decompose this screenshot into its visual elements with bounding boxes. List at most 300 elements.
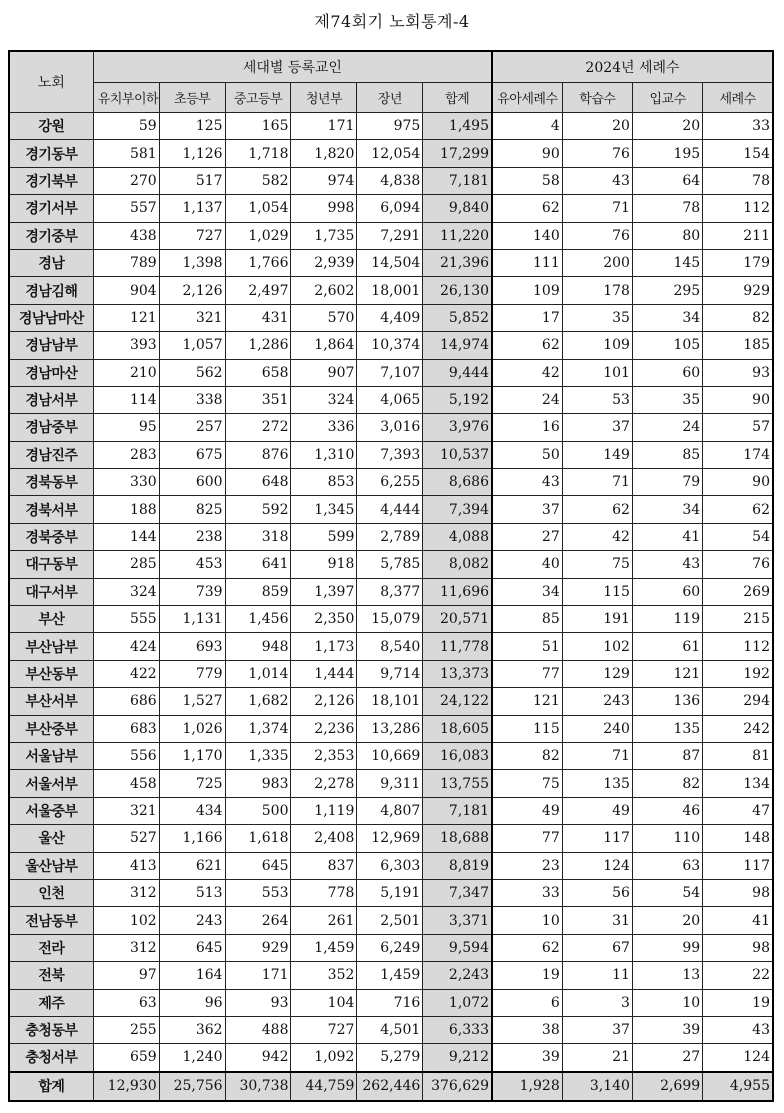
value-cell: 621 bbox=[159, 852, 225, 879]
sum-cell: 9,594 bbox=[423, 934, 492, 961]
value-cell: 555 bbox=[93, 606, 159, 633]
value-cell: 1,170 bbox=[159, 742, 225, 769]
registered-members-group-header: 세대별 등록교인 bbox=[93, 51, 492, 83]
value-cell: 25,756 bbox=[159, 1072, 225, 1101]
value-cell: 243 bbox=[562, 688, 632, 715]
value-cell: 19 bbox=[492, 962, 562, 989]
region-name: 제주 bbox=[9, 989, 93, 1016]
value-cell: 97 bbox=[93, 962, 159, 989]
value-cell: 853 bbox=[291, 469, 357, 496]
value-cell: 312 bbox=[93, 879, 159, 906]
value-cell: 570 bbox=[291, 304, 357, 331]
column-header: 유치부이하 bbox=[93, 83, 159, 113]
region-column-header: 노회 bbox=[9, 51, 93, 113]
value-cell: 57 bbox=[703, 414, 773, 441]
value-cell: 79 bbox=[632, 469, 702, 496]
value-cell: 500 bbox=[225, 797, 291, 824]
region-name: 울산 bbox=[9, 825, 93, 852]
region-name: 경북서부 bbox=[9, 496, 93, 523]
value-cell: 30,738 bbox=[225, 1072, 291, 1101]
value-cell: 727 bbox=[291, 1016, 357, 1043]
sum-cell: 7,347 bbox=[423, 879, 492, 906]
region-name: 전라 bbox=[9, 934, 93, 961]
value-cell: 324 bbox=[93, 578, 159, 605]
region-name: 부산서부 bbox=[9, 688, 93, 715]
value-cell: 4,444 bbox=[357, 496, 423, 523]
value-cell: 240 bbox=[562, 715, 632, 742]
value-cell: 62 bbox=[492, 332, 562, 359]
value-cell: 261 bbox=[291, 907, 357, 934]
region-name: 경남중부 bbox=[9, 414, 93, 441]
value-cell: 110 bbox=[632, 825, 702, 852]
value-cell: 1,126 bbox=[159, 140, 225, 167]
value-cell: 62 bbox=[703, 496, 773, 523]
value-cell: 2,602 bbox=[291, 277, 357, 304]
value-cell: 4,501 bbox=[357, 1016, 423, 1043]
value-cell: 192 bbox=[703, 660, 773, 687]
value-cell: 2,350 bbox=[291, 606, 357, 633]
value-cell: 1,864 bbox=[291, 332, 357, 359]
value-cell: 49 bbox=[562, 797, 632, 824]
region-name: 경남김해 bbox=[9, 277, 93, 304]
value-cell: 413 bbox=[93, 852, 159, 879]
value-cell: 82 bbox=[492, 742, 562, 769]
region-name: 전북 bbox=[9, 962, 93, 989]
column-header: 청년부 bbox=[291, 83, 357, 113]
value-cell: 983 bbox=[225, 770, 291, 797]
value-cell: 255 bbox=[93, 1016, 159, 1043]
value-cell: 58 bbox=[492, 167, 562, 194]
value-cell: 99 bbox=[632, 934, 702, 961]
value-cell: 283 bbox=[93, 441, 159, 468]
sum-cell: 376,629 bbox=[423, 1072, 492, 1101]
value-cell: 1,735 bbox=[291, 222, 357, 249]
value-cell: 2,939 bbox=[291, 249, 357, 276]
value-cell: 242 bbox=[703, 715, 773, 742]
sum-cell: 8,819 bbox=[423, 852, 492, 879]
value-cell: 63 bbox=[632, 852, 702, 879]
value-cell: 600 bbox=[159, 469, 225, 496]
value-cell: 35 bbox=[632, 386, 702, 413]
value-cell: 513 bbox=[159, 879, 225, 906]
value-cell: 675 bbox=[159, 441, 225, 468]
value-cell: 78 bbox=[703, 167, 773, 194]
sum-cell: 21,396 bbox=[423, 249, 492, 276]
value-cell: 188 bbox=[93, 496, 159, 523]
value-cell: 154 bbox=[703, 140, 773, 167]
value-cell: 16 bbox=[492, 414, 562, 441]
value-cell: 64 bbox=[632, 167, 702, 194]
value-cell: 34 bbox=[632, 496, 702, 523]
table-row bbox=[9, 441, 773, 468]
value-cell: 27 bbox=[632, 1044, 702, 1072]
value-cell: 50 bbox=[492, 441, 562, 468]
value-cell: 39 bbox=[632, 1016, 702, 1043]
region-name: 경기북부 bbox=[9, 167, 93, 194]
value-cell: 24 bbox=[492, 386, 562, 413]
value-cell: 739 bbox=[159, 578, 225, 605]
table-row bbox=[9, 660, 773, 687]
value-cell: 12,054 bbox=[357, 140, 423, 167]
value-cell: 1,459 bbox=[357, 962, 423, 989]
value-cell: 2,699 bbox=[632, 1072, 702, 1101]
sum-cell: 9,444 bbox=[423, 359, 492, 386]
region-name: 경기동부 bbox=[9, 140, 93, 167]
value-cell: 71 bbox=[562, 742, 632, 769]
column-header: 입교수 bbox=[632, 83, 702, 113]
value-cell: 43 bbox=[562, 167, 632, 194]
value-cell: 62 bbox=[562, 496, 632, 523]
value-cell: 85 bbox=[492, 606, 562, 633]
sum-cell: 11,696 bbox=[423, 578, 492, 605]
value-cell: 129 bbox=[562, 660, 632, 687]
value-cell: 562 bbox=[159, 359, 225, 386]
table-row bbox=[9, 195, 773, 222]
value-cell: 109 bbox=[492, 277, 562, 304]
value-cell: 185 bbox=[703, 332, 773, 359]
value-cell: 272 bbox=[225, 414, 291, 441]
table-row bbox=[9, 989, 773, 1016]
value-cell: 78 bbox=[632, 195, 702, 222]
region-name: 서울남부 bbox=[9, 742, 93, 769]
table-row bbox=[9, 1016, 773, 1043]
value-cell: 4 bbox=[492, 113, 562, 140]
sum-cell: 1,072 bbox=[423, 989, 492, 1016]
value-cell: 34 bbox=[492, 578, 562, 605]
value-cell: 683 bbox=[93, 715, 159, 742]
sum-cell: 11,220 bbox=[423, 222, 492, 249]
value-cell: 556 bbox=[93, 742, 159, 769]
region-name: 서울서부 bbox=[9, 770, 93, 797]
table-row bbox=[9, 578, 773, 605]
value-cell: 125 bbox=[159, 113, 225, 140]
table-row bbox=[9, 469, 773, 496]
value-cell: 90 bbox=[703, 469, 773, 496]
sum-cell: 7,394 bbox=[423, 496, 492, 523]
value-cell: 121 bbox=[632, 660, 702, 687]
value-cell: 257 bbox=[159, 414, 225, 441]
value-cell: 12,969 bbox=[357, 825, 423, 852]
value-cell: 135 bbox=[562, 770, 632, 797]
value-cell: 82 bbox=[703, 304, 773, 331]
value-cell: 1,014 bbox=[225, 660, 291, 687]
value-cell: 1,444 bbox=[291, 660, 357, 687]
table-row bbox=[9, 113, 773, 140]
value-cell: 102 bbox=[93, 907, 159, 934]
value-cell: 140 bbox=[492, 222, 562, 249]
value-cell: 2,789 bbox=[357, 523, 423, 550]
region-name: 전남동부 bbox=[9, 907, 93, 934]
total-label: 합계 bbox=[9, 1072, 93, 1101]
value-cell: 285 bbox=[93, 551, 159, 578]
value-cell: 38 bbox=[492, 1016, 562, 1043]
value-cell: 27 bbox=[492, 523, 562, 550]
table-row bbox=[9, 907, 773, 934]
value-cell: 929 bbox=[225, 934, 291, 961]
value-cell: 13 bbox=[632, 962, 702, 989]
value-cell: 4,955 bbox=[703, 1072, 773, 1101]
sum-cell: 13,373 bbox=[423, 660, 492, 687]
value-cell: 324 bbox=[291, 386, 357, 413]
value-cell: 658 bbox=[225, 359, 291, 386]
value-cell: 77 bbox=[492, 660, 562, 687]
region-name: 경기서부 bbox=[9, 195, 93, 222]
value-cell: 114 bbox=[93, 386, 159, 413]
value-cell: 179 bbox=[703, 249, 773, 276]
value-cell: 164 bbox=[159, 962, 225, 989]
value-cell: 80 bbox=[632, 222, 702, 249]
value-cell: 1,718 bbox=[225, 140, 291, 167]
table-row bbox=[9, 825, 773, 852]
value-cell: 5,785 bbox=[357, 551, 423, 578]
value-cell: 47 bbox=[703, 797, 773, 824]
region-name: 대구동부 bbox=[9, 551, 93, 578]
value-cell: 294 bbox=[703, 688, 773, 715]
value-cell: 63 bbox=[93, 989, 159, 1016]
value-cell: 191 bbox=[562, 606, 632, 633]
value-cell: 13,286 bbox=[357, 715, 423, 742]
region-name: 경기중부 bbox=[9, 222, 93, 249]
value-cell: 178 bbox=[562, 277, 632, 304]
table-row bbox=[9, 852, 773, 879]
value-cell: 6 bbox=[492, 989, 562, 1016]
value-cell: 87 bbox=[632, 742, 702, 769]
sum-cell: 17,299 bbox=[423, 140, 492, 167]
table-row bbox=[9, 962, 773, 989]
value-cell: 431 bbox=[225, 304, 291, 331]
table-row bbox=[9, 934, 773, 961]
value-cell: 2,408 bbox=[291, 825, 357, 852]
value-cell: 488 bbox=[225, 1016, 291, 1043]
value-cell: 1,029 bbox=[225, 222, 291, 249]
value-cell: 1,456 bbox=[225, 606, 291, 633]
value-cell: 98 bbox=[703, 879, 773, 906]
value-cell: 4,409 bbox=[357, 304, 423, 331]
value-cell: 1,054 bbox=[225, 195, 291, 222]
region-name: 서울중부 bbox=[9, 797, 93, 824]
value-cell: 1,335 bbox=[225, 742, 291, 769]
value-cell: 21 bbox=[562, 1044, 632, 1072]
sum-cell: 13,755 bbox=[423, 770, 492, 797]
value-cell: 15,079 bbox=[357, 606, 423, 633]
value-cell: 111 bbox=[492, 249, 562, 276]
value-cell: 20 bbox=[632, 113, 702, 140]
table-row bbox=[9, 414, 773, 441]
value-cell: 54 bbox=[632, 879, 702, 906]
region-name: 경남서부 bbox=[9, 386, 93, 413]
value-cell: 76 bbox=[703, 551, 773, 578]
value-cell: 330 bbox=[93, 469, 159, 496]
value-cell: 93 bbox=[703, 359, 773, 386]
value-cell: 352 bbox=[291, 962, 357, 989]
column-header: 중고등부 bbox=[225, 83, 291, 113]
value-cell: 582 bbox=[225, 167, 291, 194]
value-cell: 1,286 bbox=[225, 332, 291, 359]
value-cell: 75 bbox=[492, 770, 562, 797]
table-header bbox=[9, 51, 773, 113]
total-row bbox=[9, 1072, 773, 1101]
value-cell: 34 bbox=[632, 304, 702, 331]
value-cell: 2,353 bbox=[291, 742, 357, 769]
column-header: 학습수 bbox=[562, 83, 632, 113]
value-cell: 269 bbox=[703, 578, 773, 605]
value-cell: 54 bbox=[703, 523, 773, 550]
value-cell: 43 bbox=[703, 1016, 773, 1043]
value-cell: 6,303 bbox=[357, 852, 423, 879]
column-header-row bbox=[9, 83, 773, 113]
table-row bbox=[9, 496, 773, 523]
value-cell: 171 bbox=[291, 113, 357, 140]
table-row bbox=[9, 249, 773, 276]
value-cell: 9,714 bbox=[357, 660, 423, 687]
value-cell: 112 bbox=[703, 633, 773, 660]
value-cell: 336 bbox=[291, 414, 357, 441]
value-cell: 67 bbox=[562, 934, 632, 961]
value-cell: 4,065 bbox=[357, 386, 423, 413]
column-header: 세례수 bbox=[703, 83, 773, 113]
table-row bbox=[9, 1044, 773, 1072]
value-cell: 59 bbox=[93, 113, 159, 140]
value-cell: 693 bbox=[159, 633, 225, 660]
value-cell: 904 bbox=[93, 277, 159, 304]
value-cell: 2,126 bbox=[159, 277, 225, 304]
value-cell: 778 bbox=[291, 879, 357, 906]
value-cell: 5,279 bbox=[357, 1044, 423, 1072]
value-cell: 121 bbox=[93, 304, 159, 331]
sum-cell: 4,088 bbox=[423, 523, 492, 550]
value-cell: 60 bbox=[632, 359, 702, 386]
sum-cell: 2,243 bbox=[423, 962, 492, 989]
region-name: 충청서부 bbox=[9, 1044, 93, 1072]
value-cell: 1,459 bbox=[291, 934, 357, 961]
value-cell: 1,131 bbox=[159, 606, 225, 633]
sum-cell: 3,371 bbox=[423, 907, 492, 934]
value-cell: 6,255 bbox=[357, 469, 423, 496]
sum-cell: 10,537 bbox=[423, 441, 492, 468]
value-cell: 434 bbox=[159, 797, 225, 824]
value-cell: 42 bbox=[562, 523, 632, 550]
value-cell: 71 bbox=[562, 469, 632, 496]
value-cell: 20 bbox=[562, 113, 632, 140]
table-row bbox=[9, 633, 773, 660]
table-row bbox=[9, 167, 773, 194]
sum-cell: 18,688 bbox=[423, 825, 492, 852]
sum-cell: 5,852 bbox=[423, 304, 492, 331]
value-cell: 318 bbox=[225, 523, 291, 550]
value-cell: 362 bbox=[159, 1016, 225, 1043]
value-cell: 95 bbox=[93, 414, 159, 441]
value-cell: 2,236 bbox=[291, 715, 357, 742]
table-row bbox=[9, 332, 773, 359]
value-cell: 41 bbox=[703, 907, 773, 934]
value-cell: 90 bbox=[703, 386, 773, 413]
value-cell: 1,682 bbox=[225, 688, 291, 715]
sum-cell: 16,083 bbox=[423, 742, 492, 769]
value-cell: 76 bbox=[562, 140, 632, 167]
value-cell: 1,766 bbox=[225, 249, 291, 276]
table-row bbox=[9, 386, 773, 413]
region-name: 경남마산 bbox=[9, 359, 93, 386]
value-cell: 825 bbox=[159, 496, 225, 523]
value-cell: 56 bbox=[562, 879, 632, 906]
value-cell: 31 bbox=[562, 907, 632, 934]
value-cell: 46 bbox=[632, 797, 702, 824]
value-cell: 393 bbox=[93, 332, 159, 359]
sum-cell: 5,192 bbox=[423, 386, 492, 413]
sum-cell: 26,130 bbox=[423, 277, 492, 304]
value-cell: 2,497 bbox=[225, 277, 291, 304]
value-cell: 3 bbox=[562, 989, 632, 1016]
region-name: 부산동부 bbox=[9, 660, 93, 687]
value-cell: 61 bbox=[632, 633, 702, 660]
value-cell: 243 bbox=[159, 907, 225, 934]
region-name: 경북동부 bbox=[9, 469, 93, 496]
value-cell: 9,311 bbox=[357, 770, 423, 797]
value-cell: 96 bbox=[159, 989, 225, 1016]
value-cell: 124 bbox=[703, 1044, 773, 1072]
value-cell: 1,026 bbox=[159, 715, 225, 742]
table-row bbox=[9, 222, 773, 249]
value-cell: 8,377 bbox=[357, 578, 423, 605]
value-cell: 210 bbox=[93, 359, 159, 386]
value-cell: 659 bbox=[93, 1044, 159, 1072]
region-name: 부산중부 bbox=[9, 715, 93, 742]
value-cell: 49 bbox=[492, 797, 562, 824]
value-cell: 7,107 bbox=[357, 359, 423, 386]
value-cell: 82 bbox=[632, 770, 702, 797]
value-cell: 1,374 bbox=[225, 715, 291, 742]
column-header: 장년 bbox=[357, 83, 423, 113]
value-cell: 42 bbox=[492, 359, 562, 386]
sum-cell: 9,840 bbox=[423, 195, 492, 222]
value-cell: 270 bbox=[93, 167, 159, 194]
value-cell: 60 bbox=[632, 578, 702, 605]
value-cell: 37 bbox=[492, 496, 562, 523]
value-cell: 789 bbox=[93, 249, 159, 276]
value-cell: 76 bbox=[562, 222, 632, 249]
sum-cell: 7,181 bbox=[423, 167, 492, 194]
value-cell: 40 bbox=[492, 551, 562, 578]
value-cell: 262,446 bbox=[357, 1072, 423, 1101]
value-cell: 238 bbox=[159, 523, 225, 550]
value-cell: 645 bbox=[225, 852, 291, 879]
value-cell: 18,001 bbox=[357, 277, 423, 304]
value-cell: 24 bbox=[632, 414, 702, 441]
table-row bbox=[9, 523, 773, 550]
value-cell: 115 bbox=[492, 715, 562, 742]
value-cell: 149 bbox=[562, 441, 632, 468]
value-cell: 145 bbox=[632, 249, 702, 276]
sum-cell: 24,122 bbox=[423, 688, 492, 715]
value-cell: 19 bbox=[703, 989, 773, 1016]
value-cell: 105 bbox=[632, 332, 702, 359]
value-cell: 174 bbox=[703, 441, 773, 468]
sum-cell: 14,974 bbox=[423, 332, 492, 359]
value-cell: 422 bbox=[93, 660, 159, 687]
value-cell: 837 bbox=[291, 852, 357, 879]
table-row bbox=[9, 770, 773, 797]
value-cell: 14,504 bbox=[357, 249, 423, 276]
table-row bbox=[9, 797, 773, 824]
value-cell: 1,173 bbox=[291, 633, 357, 660]
region-name: 부산남부 bbox=[9, 633, 93, 660]
value-cell: 119 bbox=[632, 606, 702, 633]
table-row bbox=[9, 277, 773, 304]
value-cell: 115 bbox=[562, 578, 632, 605]
value-cell: 929 bbox=[703, 277, 773, 304]
value-cell: 124 bbox=[562, 852, 632, 879]
value-cell: 71 bbox=[562, 195, 632, 222]
